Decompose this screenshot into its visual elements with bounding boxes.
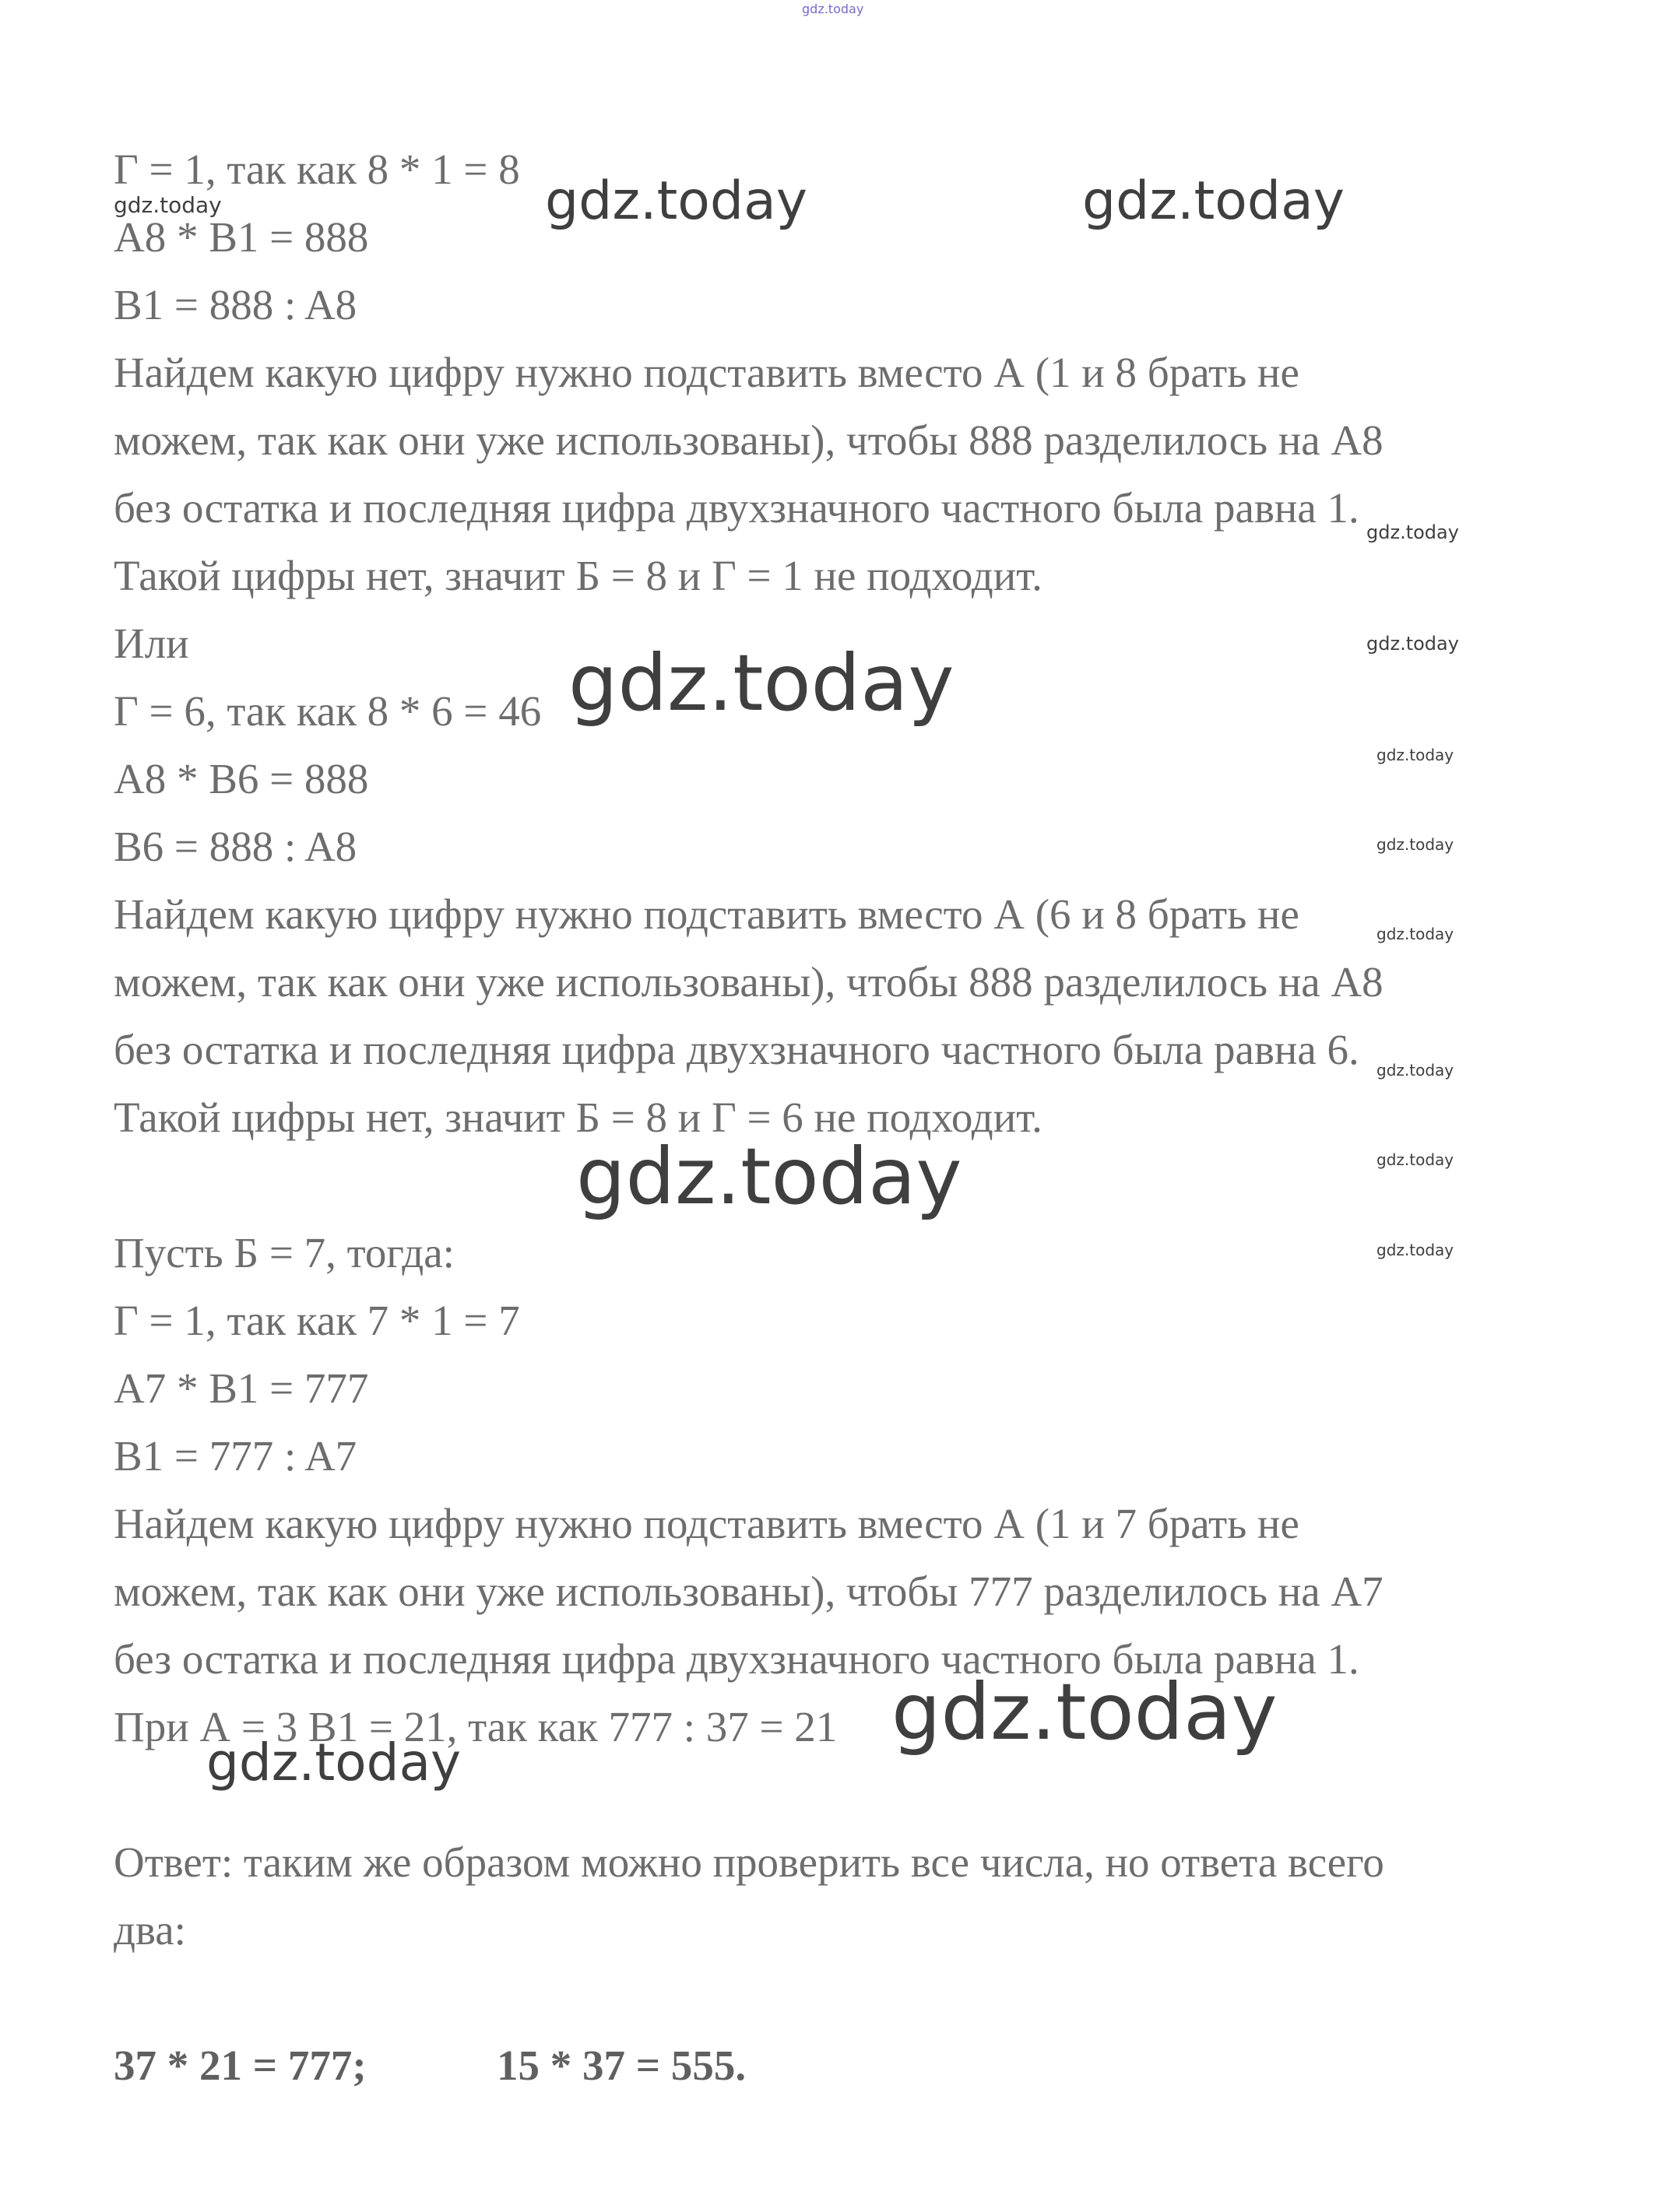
text-line: A8 * B1 = 888 [114,213,369,261]
watermark: gdz.today [1376,1150,1454,1169]
text-line: A8 * B6 = 888 [114,755,369,802]
text-line: При А = 3 В1 = 21, так как 777 : 37 = 21 [114,1703,838,1750]
text-line: Г = 6, так как 8 * 6 = 46 [114,687,542,735]
text-line: Найдем какую цифру нужно подставить вместо А (6 и 8 брать не [114,890,1299,938]
text-line: A7 * B1 = 777 [114,1364,369,1412]
text-line: без остатка и последняя цифра двухзначного частного была равна 1. [114,484,1359,532]
text-line: Пусть Б = 7, тогда: [114,1229,455,1276]
answer-1: 37 * 21 = 777; [114,2042,367,2089]
watermark: gdz.today [1366,633,1459,655]
watermark: gdz.today [1366,521,1459,543]
watermark: gdz.today [1376,925,1454,943]
text-line: два: [114,1906,186,1954]
watermark-top: gdz.today [802,2,864,16]
text-line: B6 = 888 : A8 [114,823,357,870]
watermark: gdz.today [206,1733,462,1792]
watermark: gdz.today [1376,1241,1454,1259]
text-line: Г = 1, так как 8 * 1 = 8 [114,146,520,193]
text-line: Такой цифры нет, значит Б = 8 и Г = 6 не подходит. [114,1094,1042,1141]
text-line: Г = 1, так как 7 * 1 = 7 [114,1297,520,1344]
watermark: gdz.today [576,1131,962,1222]
watermark: gdz.today [891,1666,1278,1757]
text-line: Найдем какую цифру нужно подставить вместо А (1 и 7 брать не [114,1500,1299,1547]
watermark: gdz.today [1376,1061,1454,1080]
answer-2: 15 * 37 = 555. [497,2042,747,2089]
text-line: Найдем какую цифру нужно подставить вместо А (1 и 8 брать не [114,349,1299,396]
watermark: gdz.today [1082,170,1345,232]
watermark: gdz.today [545,170,807,232]
text-line: B1 = 777 : A7 [114,1432,357,1480]
text-line: B1 = 888 : A8 [114,281,357,328]
text-line: Такой цифры нет, значит Б = 8 и Г = 1 не подходит. [114,552,1042,599]
text-line: Или [114,620,189,667]
text-line: можем, так как они уже использованы), чтобы 888 разделилось на А8 [114,958,1383,1006]
watermark: gdz.today [1376,746,1454,764]
watermark: gdz.today [1376,835,1454,854]
text-line: Ответ: таким же образом можно проверить все числа, но ответа всего [114,1838,1384,1886]
watermark: gdz.today [568,637,955,729]
text-line: без остатка и последняя цифра двухзначного частного была равна 1. [114,1635,1359,1683]
text-line: можем, так как они уже использованы), чтобы 888 разделилось на А8 [114,416,1383,464]
text-line: можем, так как они уже использованы), чтобы 777 разделилось на А7 [114,1568,1383,1615]
watermark: gdz.today [114,192,222,218]
text-line: без остатка и последняя цифра двухзначного частного была равна 6. [114,1026,1359,1073]
